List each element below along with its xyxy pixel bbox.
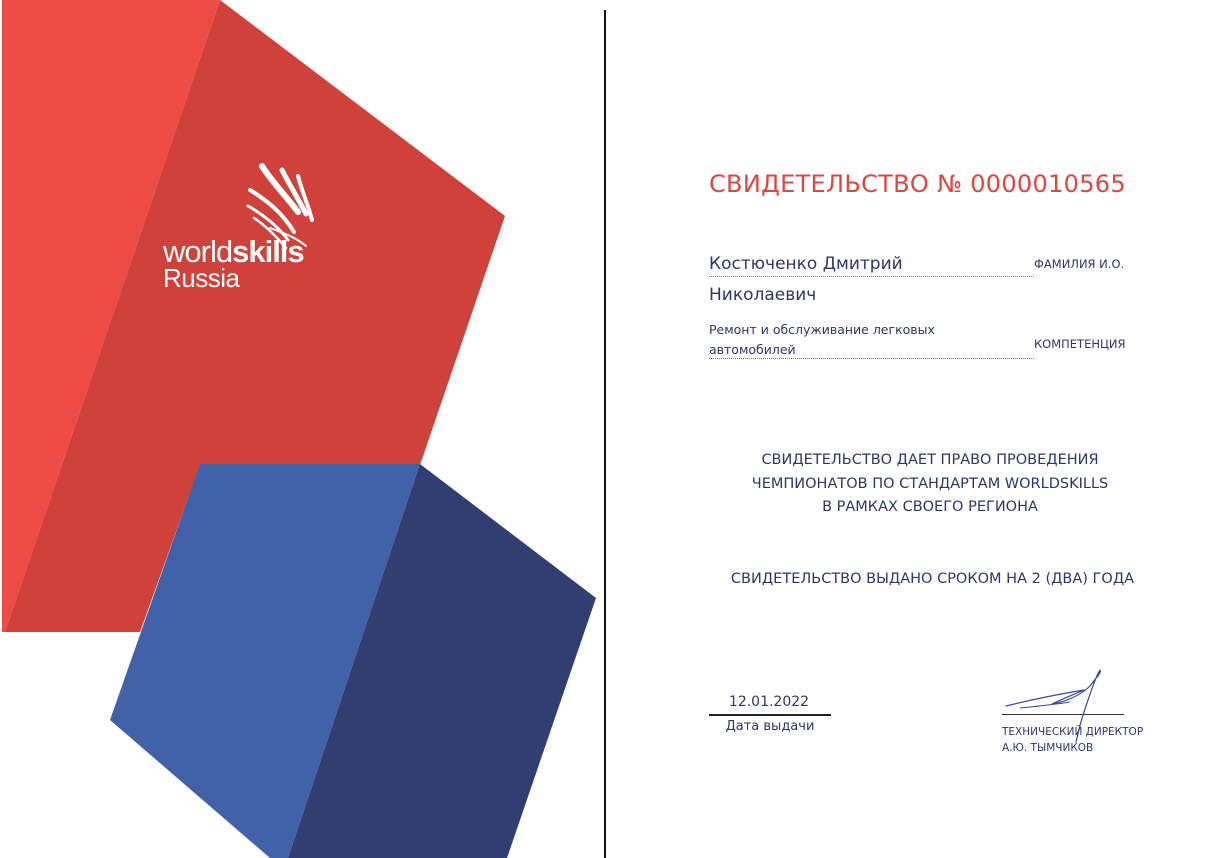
holder-name-line2: Николаевич — [709, 285, 817, 305]
logo-word-world: world — [163, 234, 233, 269]
competence-value — [709, 320, 1009, 360]
decorative-panel — [0, 0, 604, 858]
issue-date-label: Дата выдачи — [725, 719, 815, 734]
rights-line3: В РАМКАХ СВОЕГО РЕГИОНА — [822, 499, 1038, 515]
director-title: ТЕХНИЧЕСКИЙ ДИРЕКТОР — [1002, 726, 1144, 738]
competence-line2: автомобилей — [709, 342, 796, 357]
certificate-title: СВИДЕТЕЛЬСТВО № 0000010565 — [709, 170, 1126, 198]
worldskills-logo — [163, 236, 304, 291]
competence-field-label: КОМПЕТЕНЦИЯ — [1034, 337, 1126, 351]
issue-date: 12.01.2022 — [728, 694, 810, 710]
issue-date-line — [709, 714, 831, 716]
name-underline — [709, 276, 1034, 277]
name-field-label: ФАМИЛИЯ И.О. — [1034, 257, 1125, 271]
holder-name — [709, 249, 1034, 311]
competence-underline — [709, 358, 1034, 359]
rights-line1: СВИДЕТЕЛЬСТВО ДАЕТ ПРАВО ПРОВЕДЕНИЯ — [761, 452, 1099, 468]
director-signature-block — [1002, 724, 1143, 756]
logo-word-skills: skills — [232, 234, 304, 269]
validity-term: СВИДЕТЕЛЬСТВО ВЫДАНО СРОКОМ НА 2 (ДВА) ГОДА — [730, 571, 1135, 587]
geometric-shapes — [0, 0, 604, 858]
competence-line1: Ремонт и обслуживание легковых — [709, 322, 935, 337]
director-name: А.Ю. ТЫМЧИКОВ — [1002, 742, 1094, 754]
holder-name-line1: Костюченко Дмитрий — [709, 254, 903, 274]
rights-line2: ЧЕМПИОНАТОВ ПО СТАНДАРТАМ WORLDSKILLS — [751, 475, 1109, 492]
rights-statement — [700, 449, 1160, 520]
logo-word-russia: Russia — [163, 263, 240, 293]
page-divider — [604, 10, 606, 858]
